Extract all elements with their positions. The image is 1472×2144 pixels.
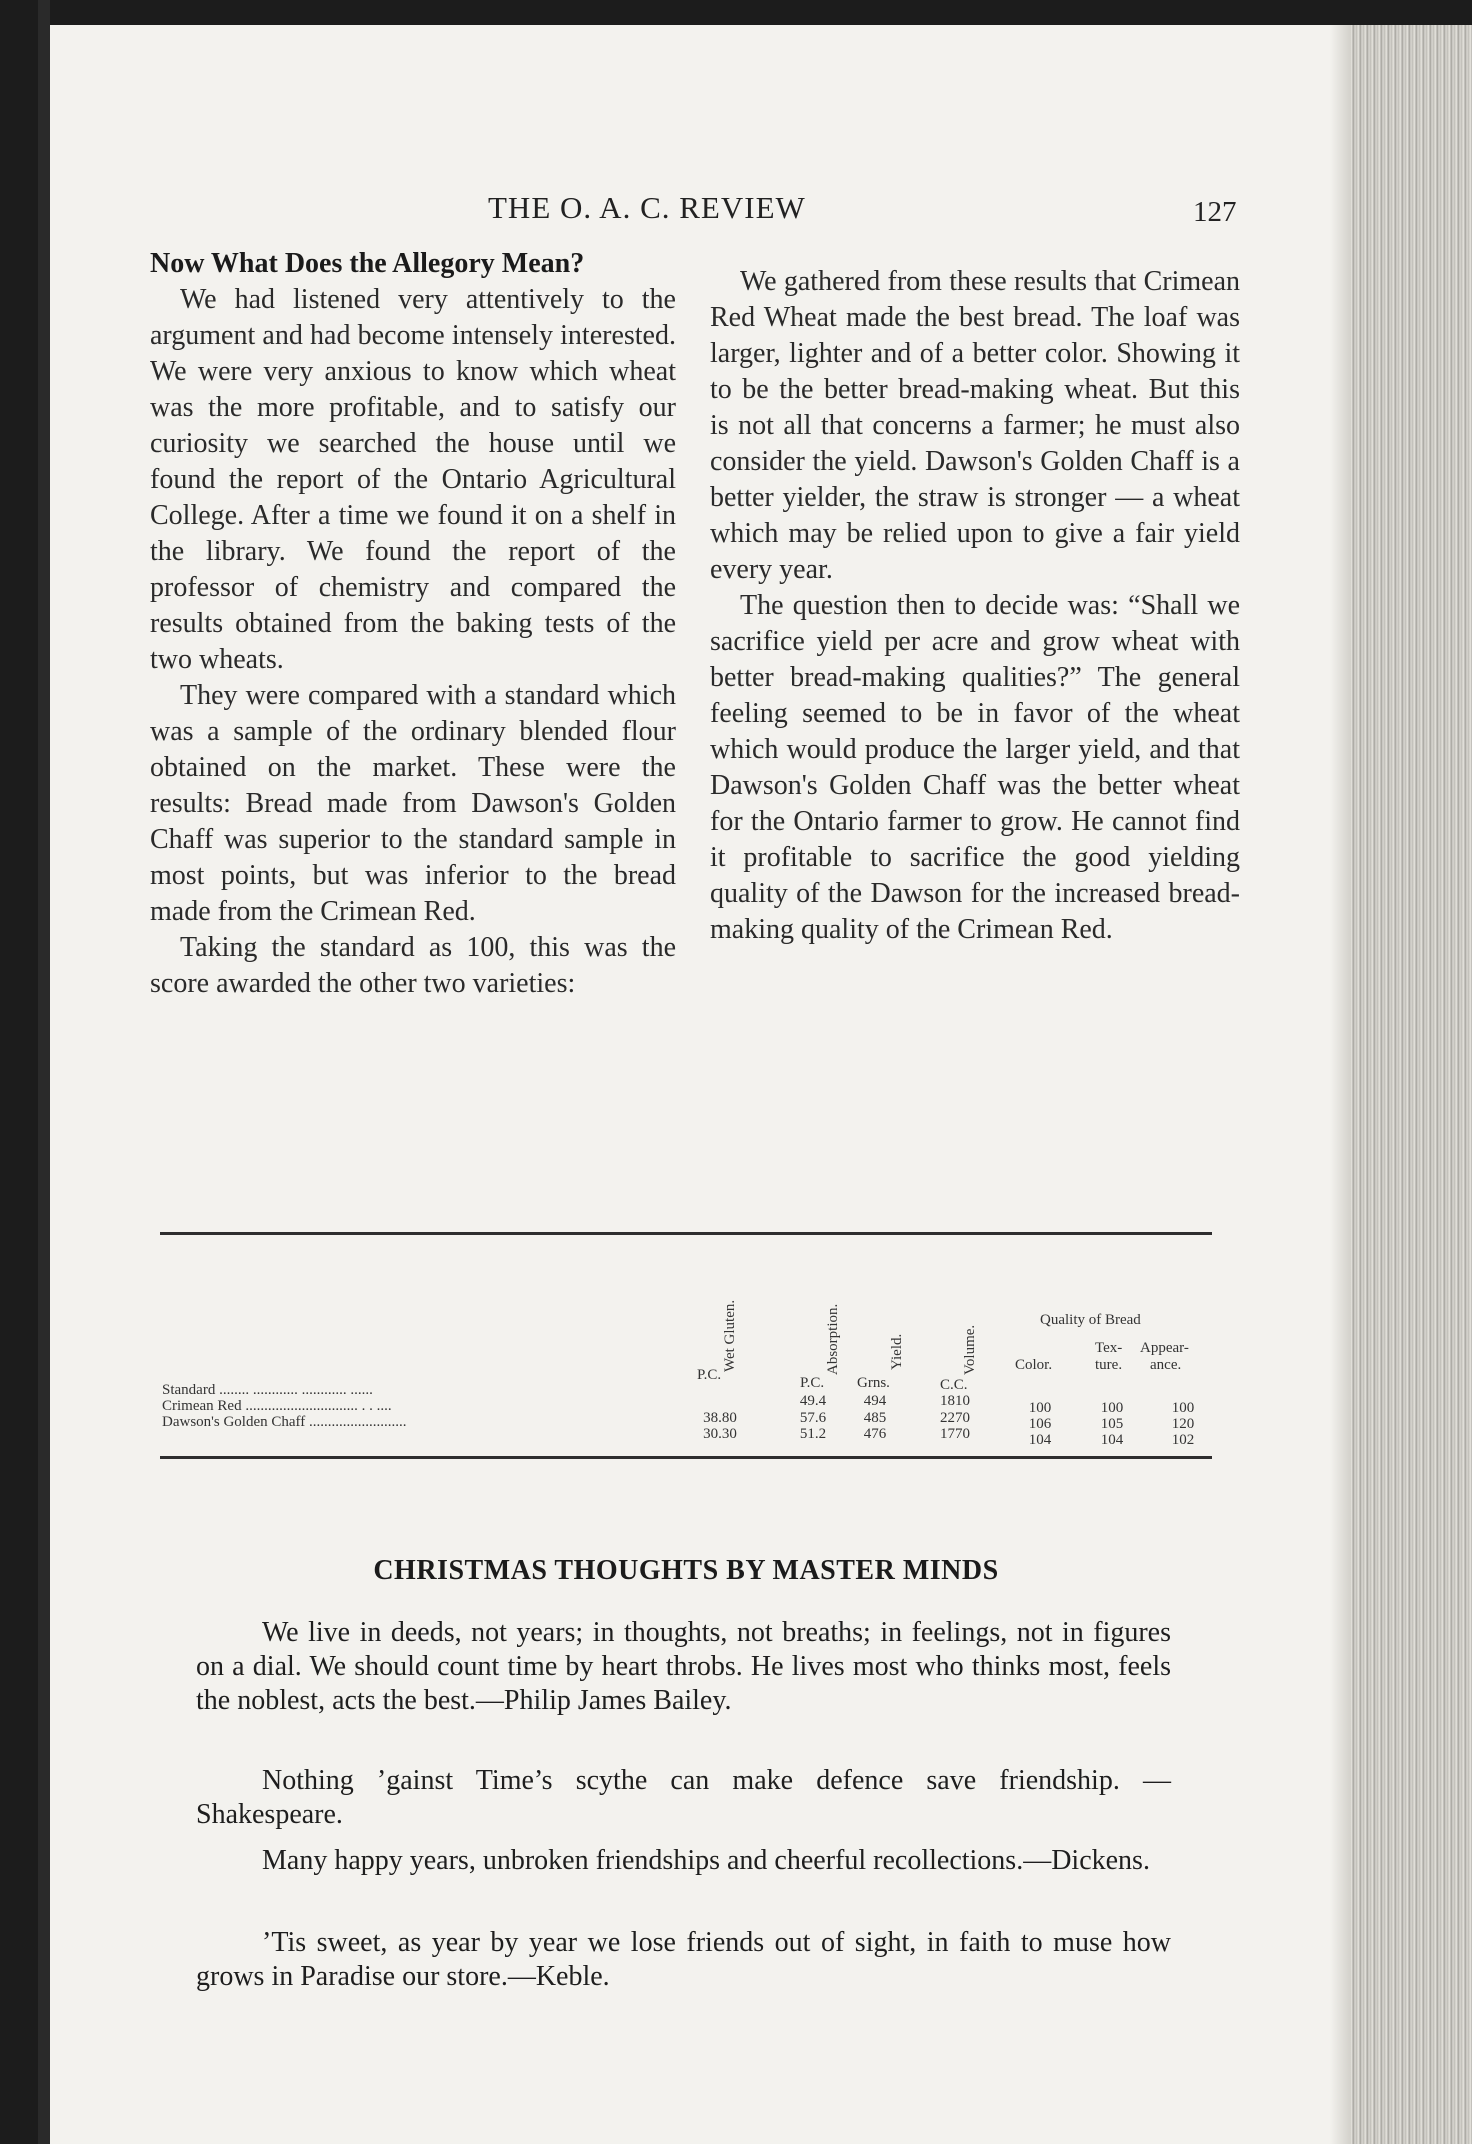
table-top-rule [160,1232,1212,1235]
cell: 100 [1100,1400,1124,1416]
cell: 49.4 [799,1393,827,1409]
paragraph: We gathered from these results that Crimean Red Wheat made the best bread. The loaf was larger, lighter and of a better color. Showing it to be the better bread-making wheat. But this is not all that concerns a farmer; he must also consider the yield. Dawson's Golden Chaff is a better yielder, the straw is stronger — a wheat which may be relied upon to give a fair yield every year. [710,266,1240,585]
cell: 1770 [940,1426,970,1442]
unit-grns: Grns. [857,1375,890,1391]
cell: 106 [1028,1416,1052,1432]
page-number: 127 [1193,196,1237,228]
header-ance: ance. [1150,1357,1182,1373]
cell: 38.80 [703,1410,737,1426]
row-label: Standard ........ ............ ............ ...... [162,1382,373,1398]
cell: 104 [1028,1432,1052,1448]
row-label: Dawson's Golden Chaff .......................... [162,1414,407,1430]
cell: 57.6 [799,1410,827,1426]
header-tex: Tex- [1095,1340,1123,1356]
cell: 485 [863,1410,887,1426]
header-wet-gluten: Wet Gluten. [722,1299,738,1372]
header-color: Color. [1015,1357,1053,1373]
paragraph: They were compared with a standard which was a sample of the ordinary blended flour obtained on the market. These were the results: Bread made from Dawson's Golden Chaff was superior to the standard sample in most points, but was inferior to the bread made from the Crimean Red. [150,680,676,927]
cell: 51.2 [799,1426,827,1442]
header-volume: Volume. [962,1324,978,1375]
cell: 102 [1171,1432,1195,1448]
cell: 476 [863,1426,887,1442]
unit-cc: C.C. [940,1377,968,1393]
cell: 120 [1171,1416,1195,1432]
cell: 100 [1171,1400,1195,1416]
left-column [150,246,676,1002]
cell: 30.30 [703,1426,737,1442]
cell: 1810 [940,1393,970,1409]
page-curl-shadow [1330,25,1350,2144]
header-absorption: Absorption. [825,1303,841,1375]
quote-shakespeare: Nothing ’gainst Time’s scythe can make defence save friendship. —Shakespeare. [196,1765,1171,1830]
row-label: Crimean Red .............................. . . .... [162,1398,392,1414]
cell: 105 [1100,1416,1124,1432]
header-ture: ture. [1095,1357,1123,1373]
cell: 100 [1028,1400,1052,1416]
paragraph: Taking the standard as 100, this was the score awarded the other two varieties: [150,932,676,999]
unit-pc: P.C. [697,1367,722,1383]
quote-keble: ’Tis sweet, as year by year we lose friends out of sight, in faith to muse how grows in Paradise our store.—Keble. [196,1927,1171,1992]
christmas-heading: CHRISTMAS THOUGHTS BY MASTER MINDS [373,1555,999,1586]
right-column [710,264,1240,948]
quote-bailey: We live in deeds, not years; in thoughts, not breaths; in feelings, not in figures on a dial. We should count time by heart throbs. He lives most who thinks most, feels the noblest, acts the best.—Philip James Bailey. [196,1617,1171,1716]
table-bottom-rule [160,1456,1212,1459]
cell: 494 [863,1393,887,1409]
section-heading: Now What Does the Allegory Mean? [150,248,585,279]
book-page-edges [1350,25,1472,2144]
paragraph: We had listened very attentively to the argument and had become intensely interested. We were very anxious to know which wheat was the more profitable, and to satisfy our curiosity we searched the house until we found the report of the Ontario Agricultural College. After a time we found it on a shelf in the library. We found the report of the professor of chemistry and compared the results obtained from the baking tests of the two wheats. [150,284,676,675]
running-header: THE O. A. C. REVIEW [488,190,806,225]
cell: 2270 [940,1410,970,1426]
book-binding [38,0,50,2144]
paragraph: The question then to decide was: “Shall we sacrifice yield per acre and grow wheat with better bread-making qualities?” The general feeling seemed to be in favor of the wheat which would produce the larger yield, and that Dawson's Golden Chaff was the better wheat for the Ontario farmer to grow. He cannot find it profitable to sacrifice the good yielding quality of the Dawson for the increased bread-making quality of the Crimean Red. [710,590,1240,945]
cell: 104 [1100,1432,1124,1448]
header-appear: Appear- [1140,1340,1189,1356]
unit-pc: P.C. [800,1375,825,1391]
header-yield: Yield. [889,1333,905,1370]
quote-dickens: Many happy years, unbroken friendships and cheerful recollections.—Dickens. [262,1845,1150,1876]
header-quality-of-bread: Quality of Bread [1040,1312,1141,1328]
